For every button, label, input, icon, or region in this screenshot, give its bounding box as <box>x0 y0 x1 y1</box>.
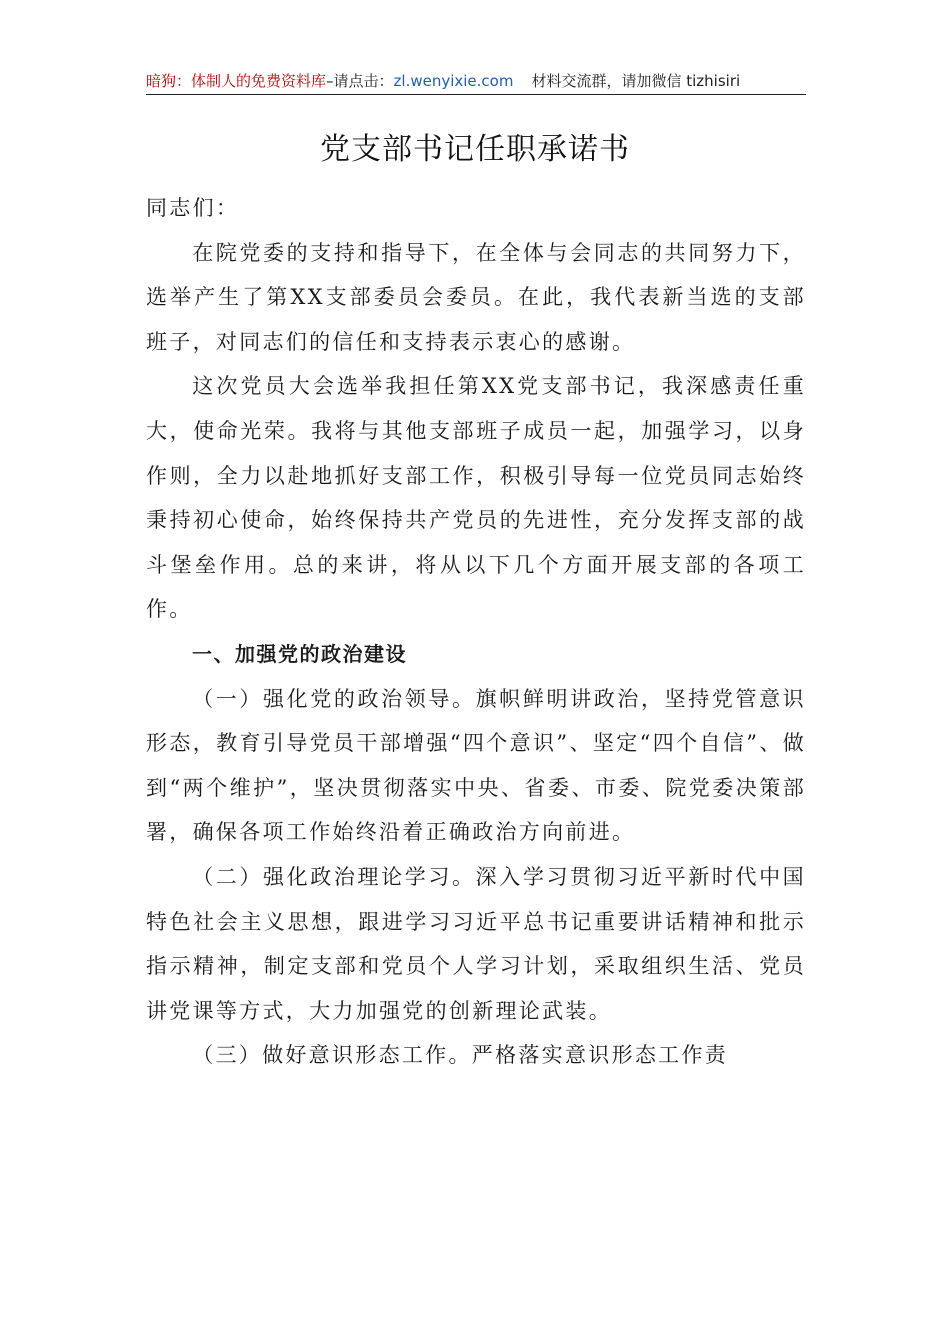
header-group-info: 材料交流群，请加微信 tizhisiri <box>531 72 741 90</box>
header-site-name: 暗狗：体制人的免费资料库 <box>146 72 327 90</box>
intro-paragraph-1: 在院党委的支持和指导下，在全体与会同志的共同努力下，选举产生了第XX支部委员会委员。在此，我代表新当选的支部班子，对同志们的信任和支持表示衷心的感谢。 <box>146 240 806 354</box>
section-heading: 一、加强党的政治建设 <box>192 641 407 666</box>
section-item-2: （二）强化政治理论学习。深入学习贯彻习近平新时代中国特色社会主义思想，跟进学习习近平总书记重要讲话精神和批示指示精神，制定支部和党员个人学习计划，采取组织生活、党员讲党课等方式，大力加强党的创新理论武装。 <box>146 864 806 1023</box>
section-item-1: （一）强化党的政治领导。旗帜鲜明讲政治，坚持党管意识形态，教育引导党员干部增强“四个意识”、坚定“四个自信”、做到“两个维护”，坚决贯彻落实中央、省委、市委、院党委决策部署，确保各项工作始终沿着正确政治方向前进。 <box>146 686 806 845</box>
page-header <box>146 68 806 95</box>
salutation: 同志们： <box>146 196 240 220</box>
intro-paragraph-2: 这次党员大会选举我担任第XX党支部书记，我深感责任重大，使命光荣。我将与其他支部班子成员一起，加强学习，以身作则，全力以赴地抓好支部工作，积极引导每一位党员同志始终秉持初心使命，始终保持共产党员的先进性，充分发挥支部的战斗堡垒作用。总的来讲，将从以下几个方面开展支部的各项工作。 <box>146 374 806 622</box>
document-title: 党支部书记任职承诺书 <box>320 132 630 167</box>
document-body <box>146 186 806 1078</box>
header-click-prompt: –请点击： <box>326 72 394 90</box>
header-link[interactable]: zl.wenyixie.com <box>393 72 514 90</box>
section-item-3: （三）做好意识形态工作。严格落实意识形态工作责 <box>192 1043 729 1068</box>
